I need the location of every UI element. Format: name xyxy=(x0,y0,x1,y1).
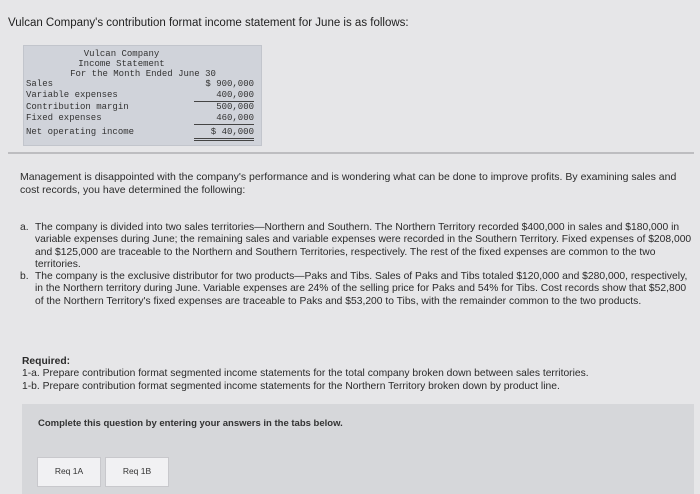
intro-paragraph: Management is disappointed with the company's performance and is wondering what can be done to improve profits. By examining sales and cost records, you have determined the following: xyxy=(20,171,677,196)
statement-company: Vulcan Company xyxy=(83,49,160,59)
facts-list xyxy=(20,222,694,308)
item-text: The company is the exclusive distributor for two products—Paks and Tibs. Sales of Paks and Tibs totaled $120,000 and $280,000, respectively, in the Northern territory during June. Variable expenses are 24% of the selling price for Paks and 54% for Tibs. Cost records show that $52,800 of the Northern Territory's fixed expenses are traceable to Paks and $53,200 to Tibs, with the remainder common to the two products. xyxy=(35,271,688,307)
tab-req-1a[interactable]: Req 1A xyxy=(37,457,101,487)
tab-req-1b[interactable]: Req 1B xyxy=(105,457,169,487)
row-label: Sales xyxy=(26,79,54,89)
row-value: 400,000 xyxy=(194,90,254,102)
list-item xyxy=(20,271,694,308)
row-label: Net operating income xyxy=(26,127,135,137)
item-label: a. xyxy=(20,222,29,233)
row-value: 500,000 xyxy=(216,102,254,112)
income-statement-image xyxy=(23,45,262,146)
row-label: Fixed expenses xyxy=(26,113,102,123)
statement-row xyxy=(26,102,256,113)
item-text: The company is divided into two sales territories—Northern and Southern. The Northern Territory recorded $400,000 in sales and $180,000 in variable expenses during June; the remaining sales and variable expenses were recorded in the Southern Territory. Fixed expenses of $208,000 and $125,000 are traceable to the Northern and Southern Territories, respectively. The rest of the fixed expenses are common to the two territories. xyxy=(35,222,692,270)
row-label: Contribution margin xyxy=(26,102,129,112)
statement-row xyxy=(26,113,256,124)
statement-period: For the Month Ended June 30 xyxy=(70,69,216,79)
banner-text: Complete this question by entering your answers in the tabs below. xyxy=(38,418,343,429)
intro-text: Vulcan Company's contribution format income statement for June is as follows: xyxy=(8,17,409,29)
divider xyxy=(8,152,694,154)
statement-title: Income Statement xyxy=(78,59,165,69)
required-line: 1-b. Prepare contribution format segmented income statements for the Northern Territory broken down by product line. xyxy=(22,380,560,392)
required-heading: Required: xyxy=(22,356,71,367)
row-label: Variable expenses xyxy=(26,90,118,100)
item-label: b. xyxy=(20,271,29,283)
list-item xyxy=(20,222,694,271)
row-value: 460,000 xyxy=(194,113,254,125)
statement-row xyxy=(26,79,256,90)
statement-row xyxy=(26,127,256,138)
row-value: $ 40,000 xyxy=(194,127,254,141)
statement-row xyxy=(26,90,256,101)
required-section xyxy=(22,356,589,393)
row-value: $ 900,000 xyxy=(205,79,254,89)
required-line: 1-a. Prepare contribution format segmented income statements for the total company broken down between sales territories. xyxy=(22,368,589,380)
